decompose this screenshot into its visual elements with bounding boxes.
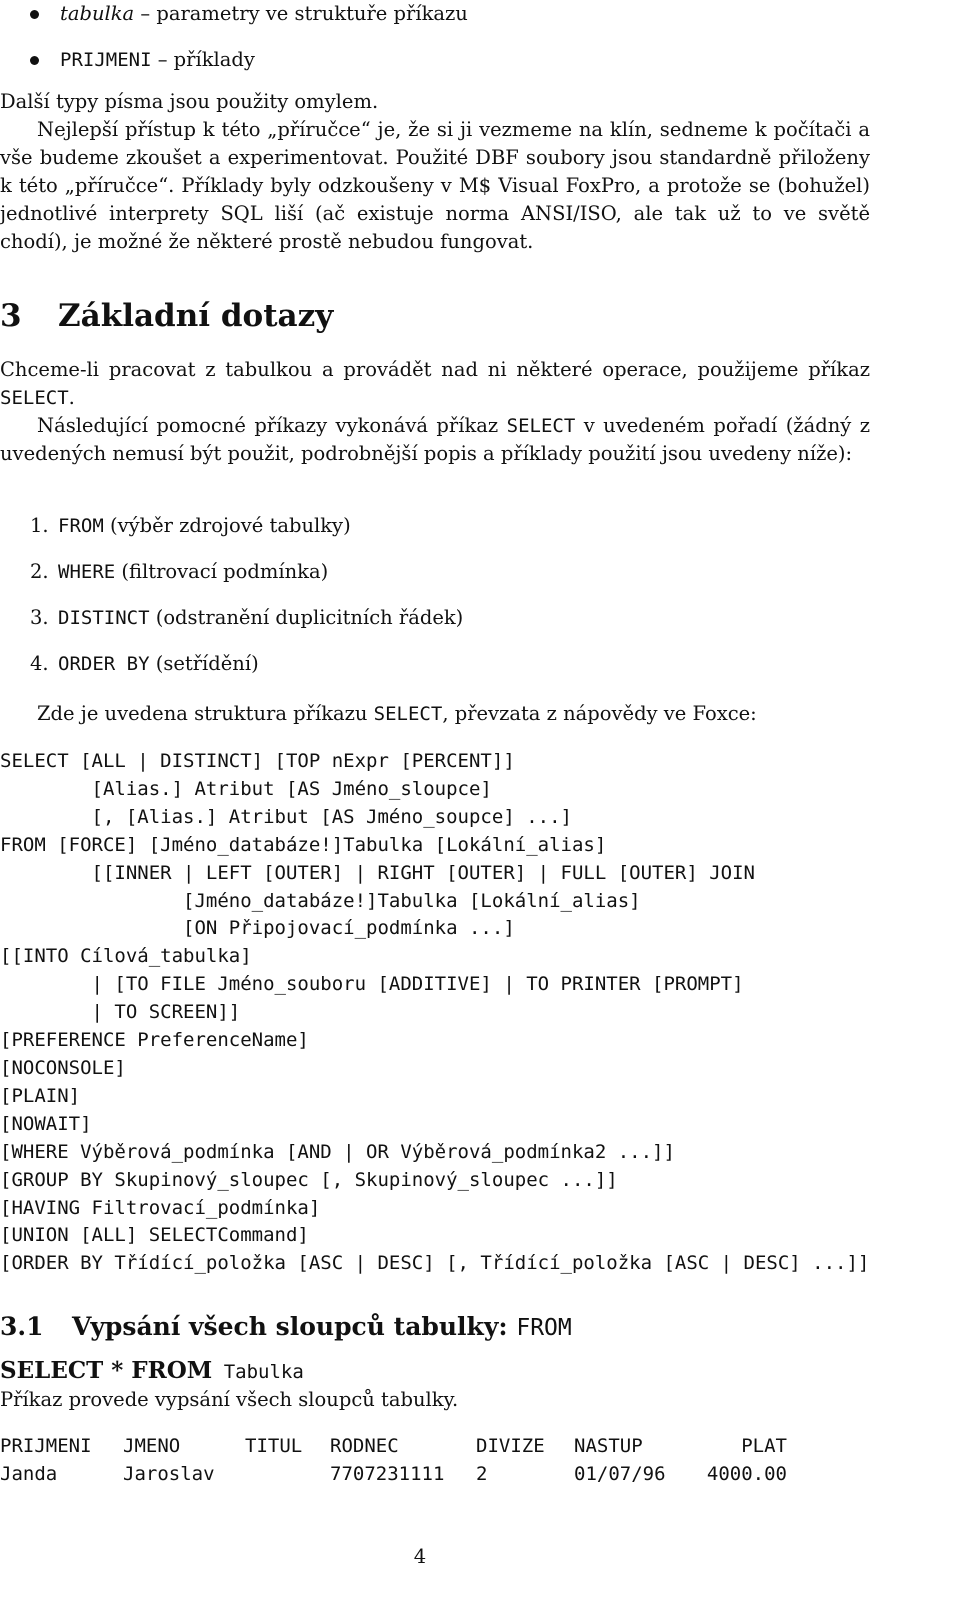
paragraph-text: v uvedeném pořadí (žádný z uvedených nemusí být použit, podrobnější popis a příklady použití jsou uvedeny níže): bbox=[0, 414, 870, 465]
paragraph-text: . bbox=[68, 386, 75, 409]
syntax-keywords: SELECT * FROM bbox=[0, 1357, 213, 1384]
item-number: 1. bbox=[30, 514, 49, 537]
list-item bbox=[0, 604, 463, 632]
subsection-title: Vypsání všech sloupců tabulky: bbox=[72, 1312, 517, 1341]
column-header: RODNEC bbox=[330, 1435, 399, 1457]
bullet-icon bbox=[30, 56, 39, 65]
inline-code: SELECT bbox=[506, 415, 576, 437]
inline-code: DISTINCT bbox=[58, 607, 150, 629]
intro-paragraph-1: Další typy písma jsou použity omylem. bbox=[0, 90, 379, 113]
column-header: NASTUP bbox=[574, 1435, 643, 1457]
table-cell: 4000.00 bbox=[706, 1463, 787, 1485]
table-cell: 7707231111 bbox=[330, 1463, 445, 1485]
item-number: 3. bbox=[30, 606, 49, 629]
inline-code: ORDER BY bbox=[58, 653, 150, 675]
column-header: PRIJMENI bbox=[0, 1435, 92, 1457]
paragraph-text: Následující pomocné příkazy vykonává příkaz bbox=[37, 414, 507, 437]
page-number: 4 bbox=[413, 1545, 427, 1568]
subsection-description: Příkaz provede vypsání všech sloupců tabulky. bbox=[0, 1388, 459, 1411]
syntax-argument: Tabulka bbox=[212, 1361, 304, 1383]
table-row bbox=[0, 1460, 787, 1488]
legend-list bbox=[0, 0, 468, 74]
list-item bbox=[0, 512, 463, 540]
list-item-text: – příklady bbox=[151, 48, 255, 71]
select-syntax-code-block: SELECT [ALL | DISTINCT] [TOP nExpr [PERCENT]] [Alias.] Atribut [AS Jméno_sloupce] [, [Alias.] Atribut [AS Jméno_soupce] ...] FROM [FORCE] [Jméno_databáze!]Tabulka [Lokální_alias] [[INNER | LEFT [OUTER] | RIGHT [OUTER] | FULL [OUTER] JOIN [Jméno_databáze!]Tabulka [Lokální_alias] [ON Připojovací_podmínka ...] [[INTO Cílová_tabulka] | [TO FILE Jméno_souboru [ADDITIVE] | TO PRINTER [PROMPT] | TO SCREEN]] [PREFERENCE PreferenceName] [NOCONSOLE] [PLAIN] [NOWAIT] [WHERE Výběrová_podmínka [AND | OR Výběrová_podmínka2 ...]] [GROUP BY Skupinový_sloupec [, Skupinový_sloupec ...]] [HAVING Filtrovací_podmínka] [UNION [ALL] SELECTCommand] [ORDER BY Třídící_položka [ASC | DESC] [, Třídící_položka [ASC | DESC] ...]] bbox=[0, 750, 870, 1275]
column-header: DIVIZE bbox=[476, 1435, 545, 1457]
subsection-number: 3.1 bbox=[0, 1312, 44, 1341]
inline-code: SELECT bbox=[373, 703, 443, 725]
syntax-line bbox=[0, 1356, 304, 1387]
list-item-text: – parametry ve struktuře příkazu bbox=[134, 2, 468, 25]
clause-order-list bbox=[0, 512, 463, 696]
intro-paragraph-2: Nejlepší přístup k této „příručce“ je, že si ji vezmeme na klín, sedneme k počítači a vše budeme zkoušet a experimentovat. Použité DBF soubory jsou standardně přiloženy k této „příručce“. Příklady byly odzkoušeny v M$ Visual FoxPro, a protože se (bohužel) jednotlivé interprety SQL liší (ač existuje norma ANSI/ISO, ale tak už to ve světě chodí), je možné že některé prostě nebudou fungovat. bbox=[0, 118, 870, 253]
italic-sample: tabulka bbox=[60, 2, 135, 25]
section-paragraph-2 bbox=[0, 412, 870, 468]
column-header: JMENO bbox=[123, 1435, 181, 1457]
item-text: (setřídění) bbox=[149, 652, 259, 675]
inline-code: FROM bbox=[516, 1315, 572, 1341]
section-paragraph-3 bbox=[0, 700, 870, 728]
result-table bbox=[0, 1432, 787, 1488]
table-cell: 01/07/96 bbox=[574, 1463, 666, 1485]
item-number: 4. bbox=[30, 652, 49, 675]
table-cell: 2 bbox=[476, 1463, 488, 1485]
section-title: Základní dotazy bbox=[58, 298, 334, 334]
item-number: 2. bbox=[30, 560, 49, 583]
inline-code: FROM bbox=[58, 515, 104, 537]
paragraph-text: Zde je uvedena struktura příkazu bbox=[37, 702, 374, 725]
list-item bbox=[0, 0, 468, 28]
item-text: (odstranění duplicitních řádek) bbox=[149, 606, 464, 629]
item-text: (výběr zdrojové tabulky) bbox=[103, 514, 351, 537]
section-paragraph-1 bbox=[0, 356, 870, 412]
inline-code: WHERE bbox=[58, 561, 116, 583]
mono-sample: PRIJMENI bbox=[60, 49, 152, 71]
table-cell: Jaroslav bbox=[123, 1463, 215, 1485]
table-cell bbox=[245, 1460, 330, 1488]
section-number: 3 bbox=[0, 298, 22, 334]
table-cell: Janda bbox=[0, 1463, 58, 1485]
column-header: PLAT bbox=[741, 1435, 787, 1457]
list-item bbox=[0, 558, 463, 586]
section-heading bbox=[0, 296, 333, 336]
bullet-icon bbox=[30, 10, 39, 19]
table-header-row bbox=[0, 1432, 787, 1460]
paragraph-text: , převzata z nápovědy ve Foxce: bbox=[442, 702, 757, 725]
inline-code: SELECT bbox=[0, 387, 69, 409]
column-header: TITUL bbox=[245, 1435, 303, 1457]
subsection-heading bbox=[0, 1310, 572, 1345]
list-item bbox=[0, 650, 463, 678]
item-text: (filtrovací podmínka) bbox=[115, 560, 329, 583]
list-item bbox=[0, 46, 468, 74]
paragraph-text: Chceme-li pracovat z tabulkou a provádět nad ni některé operace, použijeme příkaz bbox=[0, 358, 870, 381]
